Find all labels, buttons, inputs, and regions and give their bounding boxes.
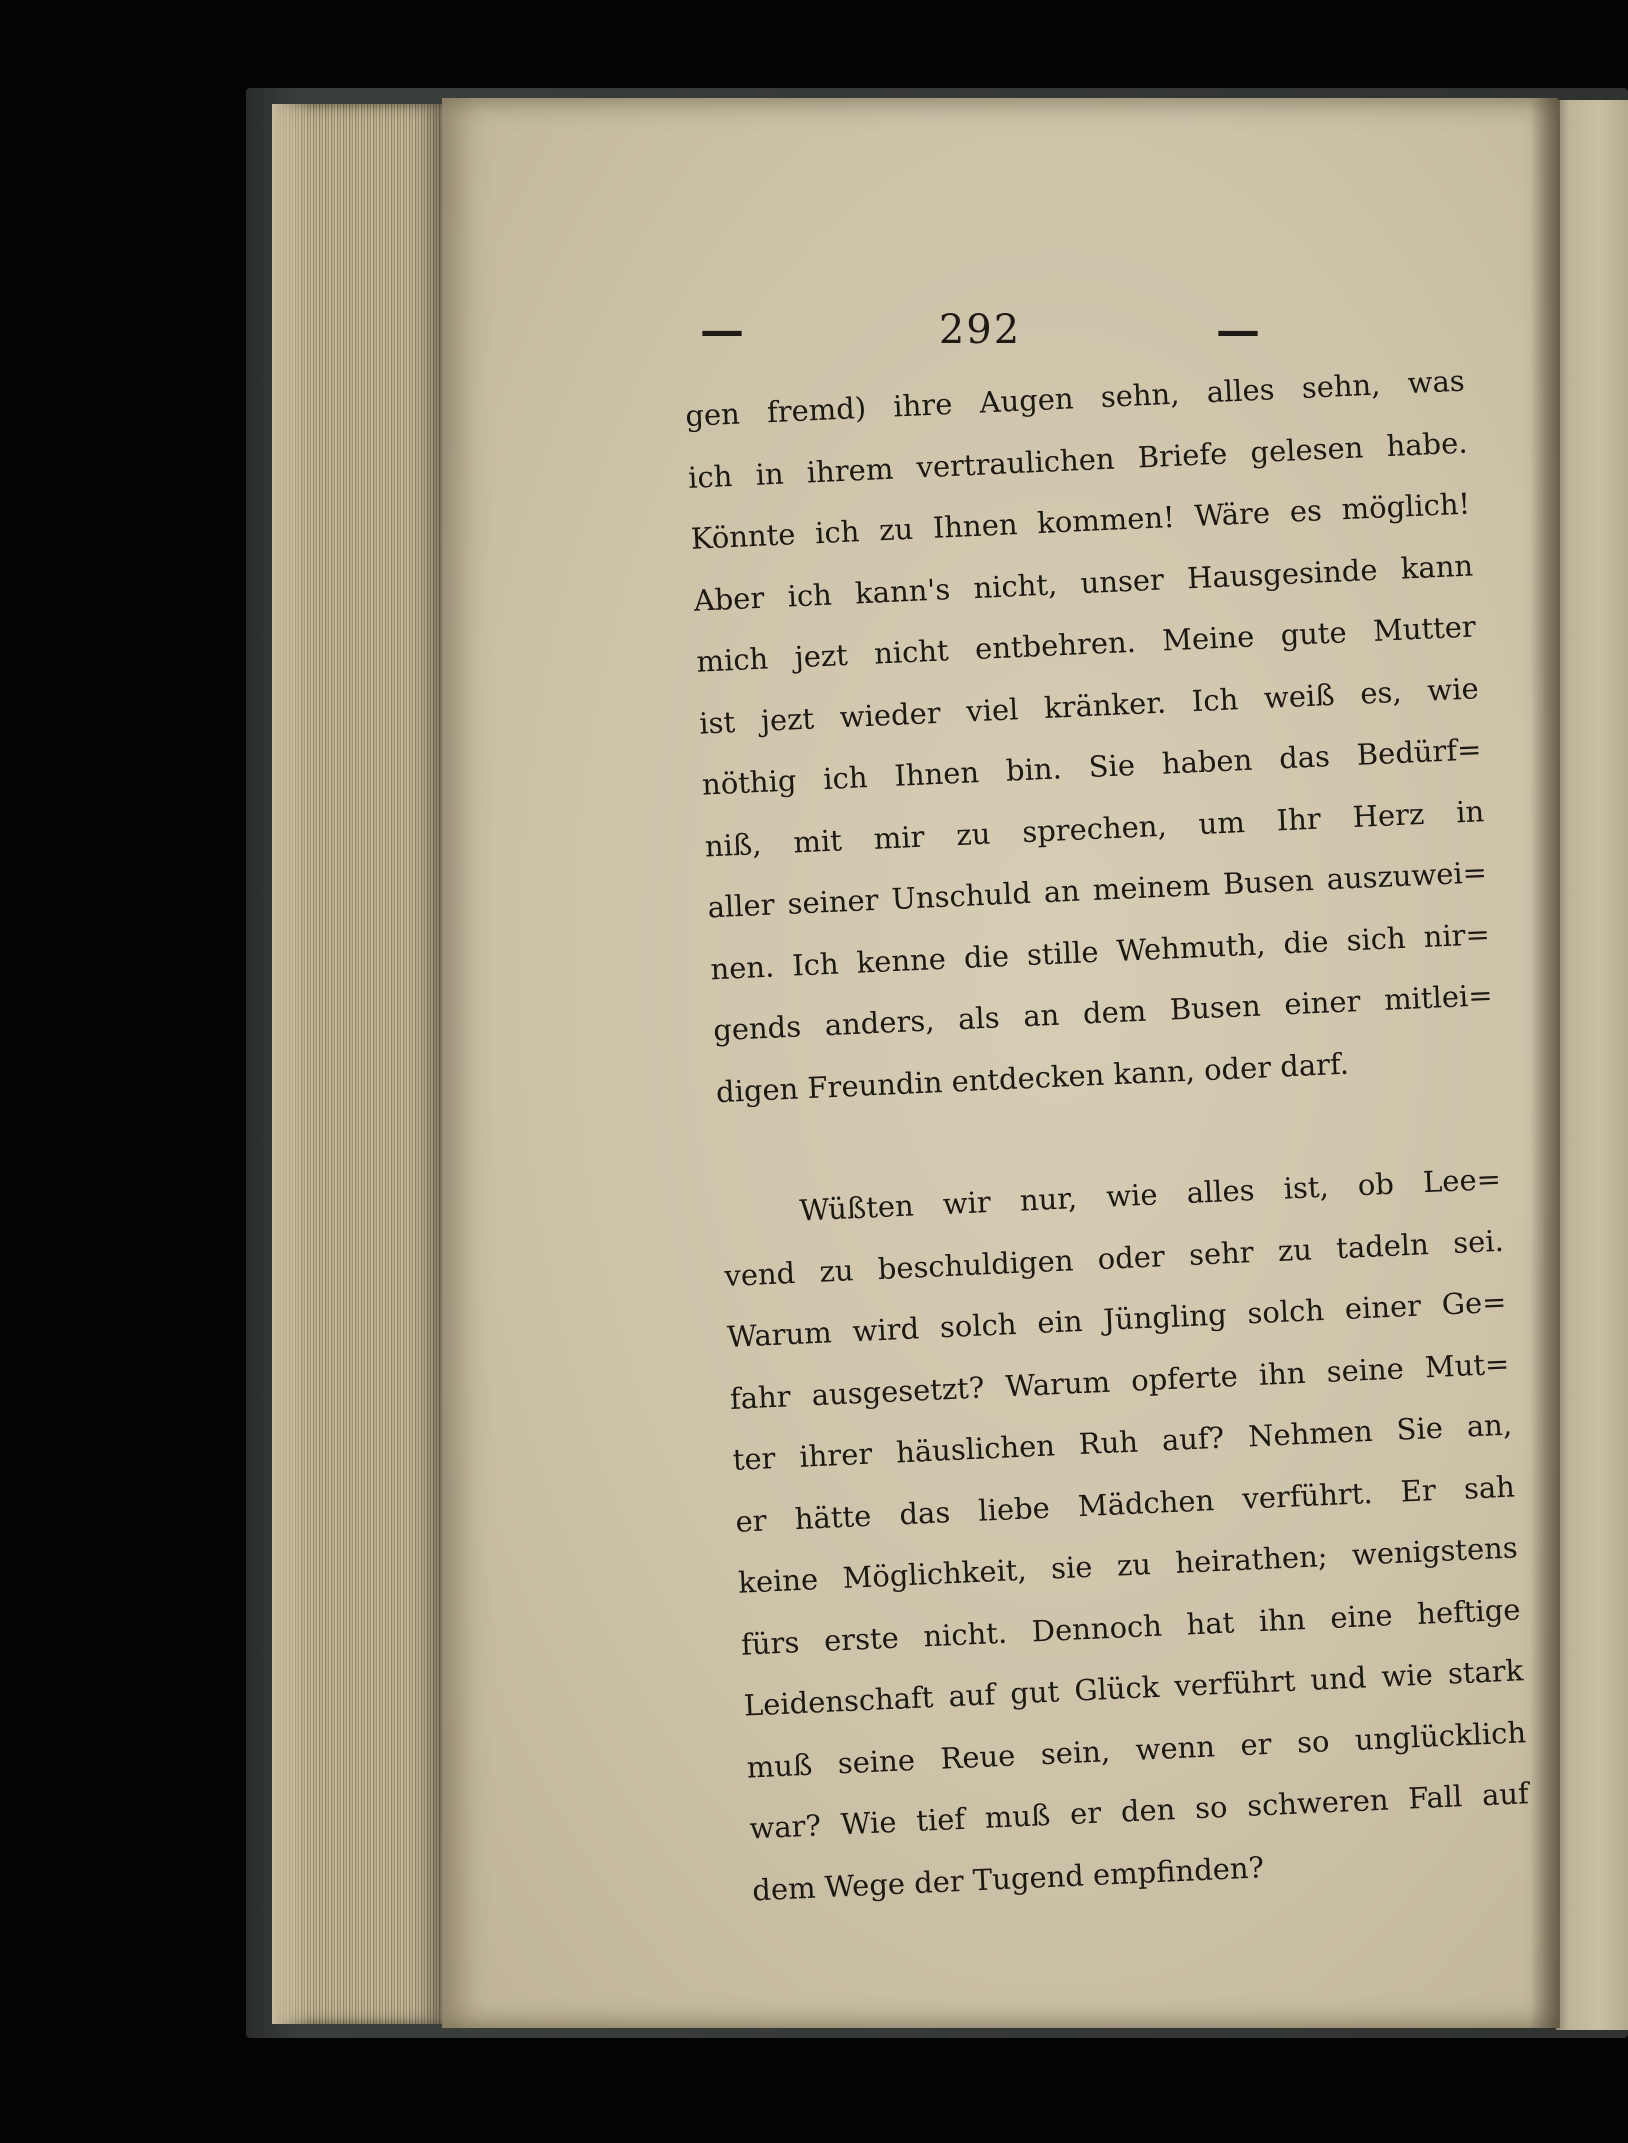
text-line: niß, mit mir zu sprechen, um Ihr Herz in	[704, 793, 1485, 864]
text-line: fürs erste nicht. Dennoch hat ihn eine heftige	[740, 1591, 1522, 1662]
header-dash-right: —	[1215, 304, 1260, 356]
text-line: vend zu beschuldigen oder sehr zu tadeln sei.	[723, 1223, 1505, 1293]
page-header	[700, 300, 1260, 360]
text-line: Könnte ich zu Ihnen kommen! Wäre es möglich!	[690, 486, 1471, 556]
paragraph-2	[720, 1149, 1533, 1922]
text-line: fahr ausgesetzt? Warum opferte ihn seine Mut=	[729, 1346, 1510, 1416]
text-line: nen. Ich kenne die stille Wehmuth, die sich nir=	[709, 916, 1491, 986]
text-line: nöthig ich Ihnen bin. Sie haben das Bedürf=	[701, 732, 1483, 802]
text-line: er hätte das liebe Mädchen verführt. Er sah	[734, 1468, 1516, 1539]
text-line: ich in ihrem vertraulichen Briefe gelesen habe.	[687, 425, 1469, 495]
text-line: gends anders, als an dem Busen einer mitlei=	[712, 977, 1494, 1048]
page-number: 292	[938, 307, 1022, 353]
text-line: Warum wird solch ein Jüngling solch einer Ge=	[726, 1284, 1508, 1355]
text-line: ist jezt wieder viel kränker. Ich weiß es, wie	[698, 670, 1480, 741]
text-line: Leidenschaft auf gut Glück verführt und wie stark	[743, 1653, 1524, 1723]
body-text	[684, 351, 1533, 1922]
text-line: ter ihrer häuslichen Ruh auf? Nehmen Sie an,	[731, 1407, 1513, 1477]
text-line: mich jezt nicht entbehren. Meine gute Mutter	[695, 609, 1477, 679]
header-dash-left: —	[700, 304, 744, 356]
text-line: war? Wie tief muß er den so schweren Fall auf	[748, 1776, 1530, 1846]
text-line: gen fremd) ihre Augen sehn, alles sehn, was	[684, 363, 1466, 433]
text-line: Aber ich kann's nicht, unser Hausgesinde kann	[692, 547, 1474, 618]
text-line: aller seiner Unschuld an meinem Busen auszuwei=	[706, 855, 1488, 925]
text-line: Wüßten wir nur, wie alles ist, ob Lee=	[798, 1161, 1502, 1228]
next-page-edge	[1556, 100, 1628, 2030]
text-line: dem Wege der Tugend empfinden?	[751, 1849, 1265, 1907]
page-edges	[272, 104, 442, 2024]
paragraph-1	[684, 351, 1497, 1124]
text-line: keine Möglichkeit, sie zu heirathen; wenigstens	[737, 1530, 1519, 1600]
text-line: muß seine Reue sein, wenn er so unglücklich	[745, 1714, 1527, 1785]
gutter-shadow	[1530, 98, 1560, 2028]
text-line: digen Freundin entdecken kann, oder darf.	[715, 1046, 1350, 1109]
